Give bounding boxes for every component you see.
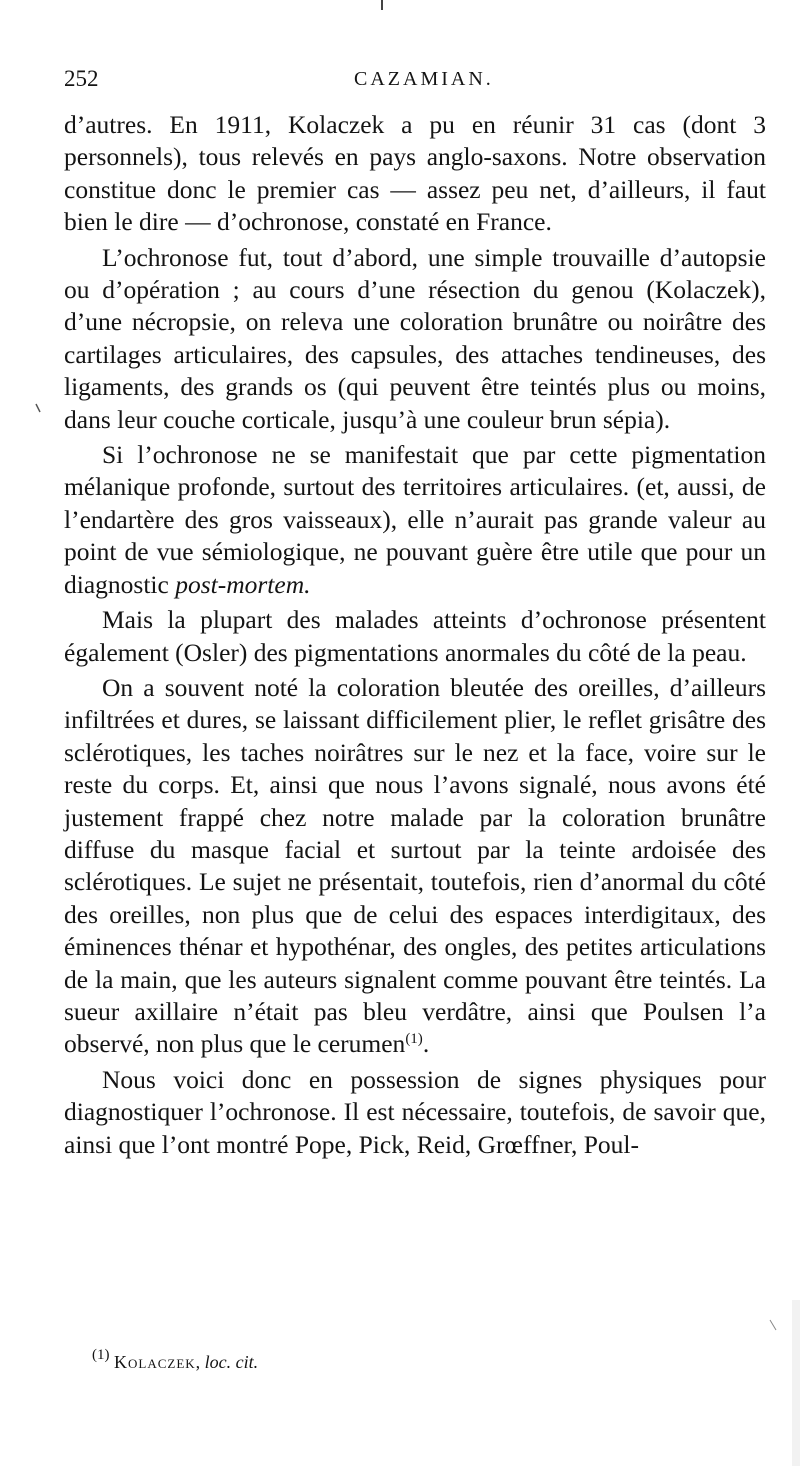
paragraph-osler: Mais la plupart des malades atteints d’ochronose présentent également (Osler) des pigmentations anormales du côté de la peau. bbox=[64, 605, 766, 667]
footnote-separator: , bbox=[195, 1352, 205, 1372]
footnote-marker: (1) bbox=[92, 1347, 110, 1363]
footnote-author: Kolaczek bbox=[114, 1352, 196, 1372]
scan-edge-right bbox=[792, 1300, 800, 1466]
footnote-reference: (1) bbox=[405, 1031, 423, 1048]
footnote-reference-period: . bbox=[422, 1029, 430, 1059]
paragraph-coloration bbox=[64, 672, 766, 1061]
running-head: CAZAMIAN. bbox=[354, 68, 494, 90]
paragraph-continuation: d’autres. En 1911, Kolaczek a pu en réunir 31 cas (dont 3 personnels), tous relevés en pays anglo-saxons. Notre observation constitue donc le premier cas — assez peu net, d’ailleurs, il faut bien le dire — d’ochronose, constaté en France. bbox=[64, 110, 766, 237]
footnote-citation: loc. cit. bbox=[204, 1352, 259, 1372]
page-number: 252 bbox=[64, 66, 99, 91]
page-header bbox=[64, 66, 760, 102]
italic-post-mortem: post-mortem. bbox=[175, 569, 311, 599]
paragraph-ochronose-discovery: L’ochronose fut, tout d’abord, une simple trouvaille d’autopsie ou d’opération ; au cours d’une résection du genou (Kolaczek), d’une nécropsie, on releva une coloration brunâtre ou noirâtre des cartilages articulaires, des capsules, des attaches tendineuses, des ligaments, des grands os (qui peuvent être teintés plus ou moins, dans leur couche corticale, jusqu’à une couleur brun sépia). bbox=[64, 242, 766, 434]
scan-speck-margin bbox=[36, 404, 40, 412]
paragraph-coloration-text: On a souvent noté la coloration bleutée des oreilles, d’ailleurs infiltrées et dures, se laissant difficilement plier, le reflet grisâtre des sclérotiques, les taches noirâtres sur le nez et la face, voire sur le reste du corps. Et, ainsi que nous l’avons signalé, nous avons été justement frappé chez notre malade par la coloration brunâtre diffuse du masque facial et surtout par la teinte ardoisée des sclérotiques. Le sujet ne présentait, toutefois, rien d’anormal du côté des oreilles, non plus que de celui des espaces interdigitaux, des éminences thénar et hypothénar, des ongles, des petites articulations de la main, que les auteurs signalent comme pouvant être teintés. La sueur axillaire n’était pas bleu verdâtre, ainsi que Poulsen l’a observé, non plus que le cerumen bbox=[64, 672, 766, 1059]
scan-speck-bottom bbox=[770, 1320, 776, 1330]
paragraph-pigmentation bbox=[64, 439, 766, 601]
body-text bbox=[64, 109, 766, 1164]
footnote bbox=[92, 1347, 259, 1373]
paragraph-diagnosis: Nous voici donc en possession de signes physiques pour diagnostiquer l’ochronose. Il est nécessaire, toutefois, de savoir que, ainsi que l’ont montré Pope, Pick, Reid, Grœffner, Poul- bbox=[64, 1064, 766, 1159]
paragraph-pigmentation-text: Si l’ochronose ne se manifestait que par cette pigmentation mélanique profonde, surtout des territoires articulaires. (et, aussi, de l’endartère des gros vaisseaux), elle n’aurait pas grande valeur au point de vue sémiologique, ne pouvant guère être utile que pour un diagnostic bbox=[64, 440, 766, 599]
